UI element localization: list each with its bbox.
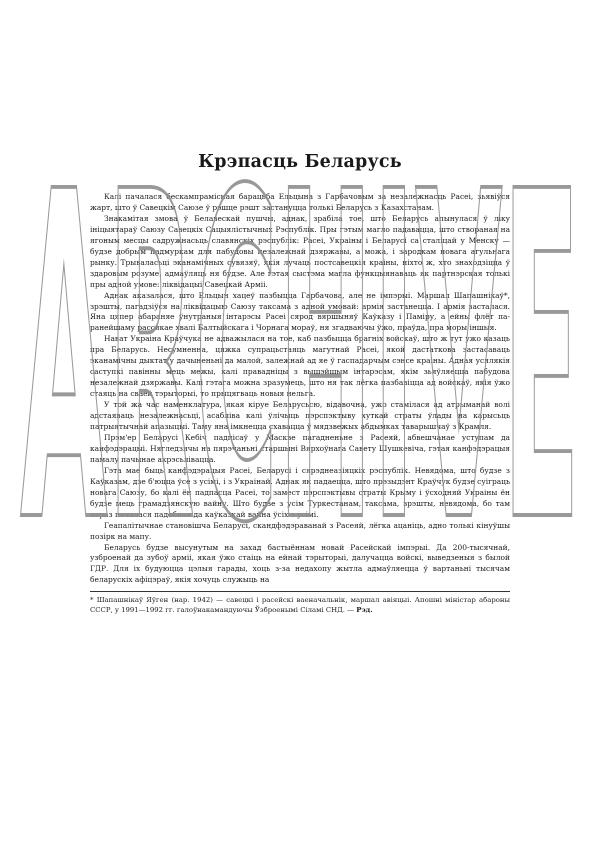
- paragraph: Гэта мае быць канфэдэрацыя Расеі, Беларусі і сярэднеазіяцкіх рэспублік. Невядома, што будзе з Каўказам, дзе б'юцца ўсе з усімі, і з Украінай. Аднак як падаецца, што прэзыдэнт Краўчук будзе суіграць новага Саюзу, бо калі ён падпасца Расеі, то замест пэрспэктывы страты Крыму і ўсходняй Украіны ён будзе мець грамадзянскую вайну. Што будзе з усім Туркестанам, таксама, зрэшты, невядома, бо там якраз пачалася падобная да каўказкай вайна ўсіх з усімі.: [90, 465, 510, 519]
- footnote-divider: [90, 591, 510, 592]
- paragraph: У той жа час наменклатура, якая кіруе Беларусьсю, відавочна, ужо стамілася ад атрыманай волі адстаяваць незалежнасьці, асабліва калі ўлічыць пэрспэктыву хуткай страты ўлады на карысьць патрыятычнай апазыцыі. Таму яна імкнецца схавацца ў мядзвежых абдымках таварышчаў з Крамля.: [90, 400, 510, 432]
- paragraph: Прэм'ер Беларусі Кебіч падпісаў у Маскве пагадненьне з Расеяй, абвешчанае уступам да канфэдэрацыі. Нягледзячы на пярэчаньні старшыні Вярхоўнага Савету Шушкевіча, гэтая канфэдэрацыя памалу пачынае акрэсьлівацца.: [90, 432, 510, 464]
- paragraph: Геапалітычнае становішча Беларусі, скандфэдэраванай з Расеяй, лёгка ацаніць, адно толькі кінуўшы позірк на мапу.: [90, 520, 510, 541]
- footnote-text: * Шапашнікаў Яўген (нар. 1942) — савецкі і расейскі ваеначальнік, маршал авіяцыі. Апошні міністар абароны СССР, у 1991—1992 гг. галоўнакамандуючы Ўзброенымі Сіламі СНД. —: [90, 596, 510, 615]
- paragraph: Калі пачалася бескампрамісная барацьба Ельцына з Гарбачовым за незалежнасць Расеі, зьявіўся жарт, што ў Савецкім Саюзе ў рэшце рэшт застануцца толькі Беларусь з Казахстанам.: [90, 192, 510, 212]
- paragraph: Знакамітая змова ў Белавескай пушчы, аднак, зрабіла тое, што Беларусь апынулася ў ліку ініцыятараў Саюзу Савецкіх Сацыялістычных Рэспублік. Пры гэтым магло падавацца, што створаная на ягоным месцы садружнасьць славянскіх рэспублік: Расеі, Украіны і Беларусі са сталіцай у Менску — будзе добрым падмуркам для пабудовы незалежнай дзяржавы, а можа, і зародкам новага агульнага рынку. Трываласьці эканамічных сувязяў, якія лучаць постсавецкія краіны, ніхто ж, хто знаходзіцца ў здаровым розуме, адмаўляць ня будзе. Але гэтая сыстэма магла функцыянаваць як партнэрская толькі пры адной умове: ліквідацыі Савецкай Арміі.: [90, 213, 510, 289]
- footnote: [90, 595, 510, 615]
- watermark-text: ARCHIVE: [19, 99, 580, 623]
- footnote-signoff: Рэд.: [356, 606, 373, 615]
- paragraph: Беларусь будзе высунутым на захад бастыённам новай Расейскай імпэрыі. Да 200-тысячнай, узброенай да зубоў арміі, якая ўжо стаіць на ейнай тэрыторыі, далучацца войскі, выведзеныя з былой ГДР. Для іх будуюцца цэлыя гарады, хоць з-за недахопу жытла адмаўляецца ў вартаньні тысячам беларускіх афіцэраў, якія хочуць служыць на: [90, 542, 510, 585]
- paragraph: Аднак аказалася, што Ельцын хацеў пазбыцца Гарбачова, але не імпэрыі. Маршал Шапашнікаў*, зрэшты, пагадзіўся на ліквідацыю Саюзу таксама з адной умовай: армія застанецца. І армія засталася. Яна цяпер абараняе ўнутраныя інтарэсы Расеі сярод вяршыняў Каўказу і Паміру, а ейны флёт па-ранейшаму рассякае хвалі Балтыйскага і Чорнага мораў, ня згадваючы ўжо, праўда, пра моры іншыя.: [90, 290, 510, 333]
- paragraph: Нават Украіна Краўчука не адважылася на тое, каб пазбыцца брагніх войскаў, што ж тут ужо казаць пра Беларусь. Несумненна, цяжка супрацьстаяць магутнай Расеі, якой дастаткова застасаваць эканамічны дыктат у дачыненьні да малой, залежнай ад яе ў гаспадарчым сэнсе краіны. Адная усялякія саступкі павінны мець межы, калі правадніцы з вышэйшым інтарэсам, якім зьяўляецца пабудова незалежнай дзяржавы. Калі гэтага можна зразумець, што ня так лёгка пазбавіцца ад войскаў, якія ўжо стаяць на сваёй тэрыторыі, то прыцягваць новыя нельга.: [90, 334, 510, 399]
- article-title: Крэпасць Беларусь: [198, 152, 402, 172]
- article-body: [90, 152, 510, 615]
